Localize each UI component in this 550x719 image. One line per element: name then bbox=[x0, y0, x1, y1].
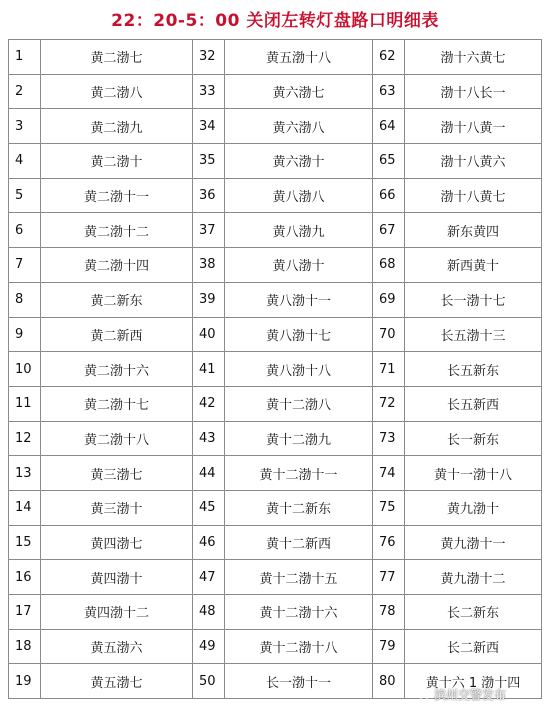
intersection-name: 黄二渤十八 bbox=[41, 421, 193, 456]
table-row bbox=[9, 525, 542, 560]
intersection-name: 黄十二渤八 bbox=[225, 386, 373, 421]
table-row bbox=[9, 421, 542, 456]
row-number: 62 bbox=[373, 40, 405, 75]
row-number: 44 bbox=[193, 456, 225, 491]
intersection-name: 黄二新西 bbox=[41, 317, 193, 352]
row-number: 2 bbox=[9, 74, 41, 109]
table-row bbox=[9, 560, 542, 595]
row-number: 11 bbox=[9, 386, 41, 421]
intersection-name: 黄九渤十 bbox=[405, 490, 542, 525]
row-number: 34 bbox=[193, 109, 225, 144]
row-number: 71 bbox=[373, 352, 405, 387]
row-number: 16 bbox=[9, 560, 41, 595]
intersection-name: 黄十二渤九 bbox=[225, 421, 373, 456]
intersection-name: 黄十一渤十八 bbox=[405, 456, 542, 491]
row-number: 45 bbox=[193, 490, 225, 525]
row-number: 40 bbox=[193, 317, 225, 352]
table-row bbox=[9, 178, 542, 213]
row-number: 36 bbox=[193, 178, 225, 213]
row-number: 14 bbox=[9, 490, 41, 525]
intersection-name: 渤十八黄七 bbox=[405, 178, 542, 213]
row-number: 79 bbox=[373, 629, 405, 664]
row-number: 35 bbox=[193, 144, 225, 179]
intersection-name: 黄五渤六 bbox=[41, 629, 193, 664]
table-row bbox=[9, 595, 542, 630]
intersection-name: 黄五渤七 bbox=[41, 664, 193, 699]
row-number: 77 bbox=[373, 560, 405, 595]
intersection-name: 渤十八黄一 bbox=[405, 109, 542, 144]
row-number: 39 bbox=[193, 282, 225, 317]
intersection-name: 黄十二渤十一 bbox=[225, 456, 373, 491]
intersection-name: 黄二渤九 bbox=[41, 109, 193, 144]
intersection-name: 黄二渤八 bbox=[41, 74, 193, 109]
intersection-name: 新西黄十 bbox=[405, 248, 542, 283]
intersection-name: 长五新西 bbox=[405, 386, 542, 421]
intersection-name: 黄四渤十二 bbox=[41, 595, 193, 630]
intersection-name: 黄八渤十七 bbox=[225, 317, 373, 352]
table-row bbox=[9, 629, 542, 664]
row-number: 63 bbox=[373, 74, 405, 109]
intersection-name: 渤十八长一 bbox=[405, 74, 542, 109]
row-number: 80 bbox=[373, 664, 405, 699]
intersection-name: 黄八渤十一 bbox=[225, 282, 373, 317]
table-row bbox=[9, 40, 542, 75]
row-number: 68 bbox=[373, 248, 405, 283]
intersection-name: 黄十二新西 bbox=[225, 525, 373, 560]
table-row bbox=[9, 490, 542, 525]
table-row bbox=[9, 109, 542, 144]
intersection-name: 黄六渤十 bbox=[225, 144, 373, 179]
intersection-name: 黄二渤十七 bbox=[41, 386, 193, 421]
intersection-name: 黄八渤八 bbox=[225, 178, 373, 213]
intersection-name: 黄九渤十二 bbox=[405, 560, 542, 595]
intersection-name: 长一渤十七 bbox=[405, 282, 542, 317]
row-number: 41 bbox=[193, 352, 225, 387]
row-number: 1 bbox=[9, 40, 41, 75]
table-row bbox=[9, 213, 542, 248]
intersection-name: 黄十六 1 渤十四 bbox=[405, 664, 542, 699]
intersection-name: 黄十二渤十六 bbox=[225, 595, 373, 630]
intersection-name: 黄二渤十 bbox=[41, 144, 193, 179]
intersection-name: 黄十二渤十八 bbox=[225, 629, 373, 664]
intersection-name: 黄八渤十八 bbox=[225, 352, 373, 387]
row-number: 7 bbox=[9, 248, 41, 283]
table-row bbox=[9, 317, 542, 352]
row-number: 17 bbox=[9, 595, 41, 630]
row-number: 78 bbox=[373, 595, 405, 630]
intersection-name: 黄八渤九 bbox=[225, 213, 373, 248]
row-number: 32 bbox=[193, 40, 225, 75]
table-row bbox=[9, 456, 542, 491]
intersection-name: 黄二渤十四 bbox=[41, 248, 193, 283]
row-number: 74 bbox=[373, 456, 405, 491]
row-number: 18 bbox=[9, 629, 41, 664]
row-number: 6 bbox=[9, 213, 41, 248]
row-number: 19 bbox=[9, 664, 41, 699]
row-number: 4 bbox=[9, 144, 41, 179]
wechat-channel-icon bbox=[417, 687, 431, 701]
intersection-name: 黄九渤十一 bbox=[405, 525, 542, 560]
intersection-name: 黄四渤十 bbox=[41, 560, 193, 595]
intersection-name: 新东黄四 bbox=[405, 213, 542, 248]
intersection-name: 黄三渤十 bbox=[41, 490, 193, 525]
row-number: 50 bbox=[193, 664, 225, 699]
row-number: 33 bbox=[193, 74, 225, 109]
table-row bbox=[9, 144, 542, 179]
row-number: 3 bbox=[9, 109, 41, 144]
intersection-name: 黄六渤七 bbox=[225, 74, 373, 109]
row-number: 64 bbox=[373, 109, 405, 144]
row-number: 37 bbox=[193, 213, 225, 248]
intersection-name: 黄二渤十二 bbox=[41, 213, 193, 248]
row-number: 76 bbox=[373, 525, 405, 560]
row-number: 46 bbox=[193, 525, 225, 560]
row-number: 72 bbox=[373, 386, 405, 421]
row-number: 15 bbox=[9, 525, 41, 560]
row-number: 5 bbox=[9, 178, 41, 213]
row-number: 73 bbox=[373, 421, 405, 456]
row-number: 43 bbox=[193, 421, 225, 456]
intersection-name: 长二新西 bbox=[405, 629, 542, 664]
intersection-name: 长二新东 bbox=[405, 595, 542, 630]
row-number: 70 bbox=[373, 317, 405, 352]
intersection-name: 长五新东 bbox=[405, 352, 542, 387]
row-number: 9 bbox=[9, 317, 41, 352]
row-number: 8 bbox=[9, 282, 41, 317]
table-title: 22：20-5：00 关闭左转灯盘路口明细表 bbox=[111, 11, 439, 31]
row-number: 66 bbox=[373, 178, 405, 213]
row-number: 47 bbox=[193, 560, 225, 595]
table-row bbox=[9, 352, 542, 387]
row-number: 69 bbox=[373, 282, 405, 317]
intersection-name: 黄二新东 bbox=[41, 282, 193, 317]
watermark-text: 滨州交警发布 bbox=[434, 688, 507, 702]
intersection-name: 长五渤十三 bbox=[405, 317, 542, 352]
row-number: 10 bbox=[9, 352, 41, 387]
intersection-name: 黄八渤十 bbox=[225, 248, 373, 283]
intersection-name: 黄二渤十一 bbox=[41, 178, 193, 213]
watermark bbox=[417, 686, 506, 703]
intersection-name: 渤十六黄七 bbox=[405, 40, 542, 75]
intersection-name: 长一渤十一 bbox=[225, 664, 373, 699]
row-number: 38 bbox=[193, 248, 225, 283]
row-number: 67 bbox=[373, 213, 405, 248]
row-number: 13 bbox=[9, 456, 41, 491]
row-number: 49 bbox=[193, 629, 225, 664]
row-number: 42 bbox=[193, 386, 225, 421]
intersection-name: 黄五渤十八 bbox=[225, 40, 373, 75]
row-number: 75 bbox=[373, 490, 405, 525]
intersection-name: 长一新东 bbox=[405, 421, 542, 456]
table-row bbox=[9, 282, 542, 317]
intersection-name: 黄二渤七 bbox=[41, 40, 193, 75]
intersection-name: 黄六渤八 bbox=[225, 109, 373, 144]
table-row bbox=[9, 74, 542, 109]
intersection-name: 黄三渤七 bbox=[41, 456, 193, 491]
row-number: 65 bbox=[373, 144, 405, 179]
table-row bbox=[9, 386, 542, 421]
intersection-name: 渤十八黄六 bbox=[405, 144, 542, 179]
intersection-name: 黄十二新东 bbox=[225, 490, 373, 525]
row-number: 12 bbox=[9, 421, 41, 456]
intersection-name: 黄二渤十六 bbox=[41, 352, 193, 387]
intersection-name: 黄十二渤十五 bbox=[225, 560, 373, 595]
intersection-table bbox=[8, 39, 542, 699]
intersection-name: 黄四渤七 bbox=[41, 525, 193, 560]
row-number: 48 bbox=[193, 595, 225, 630]
table-row bbox=[9, 248, 542, 283]
